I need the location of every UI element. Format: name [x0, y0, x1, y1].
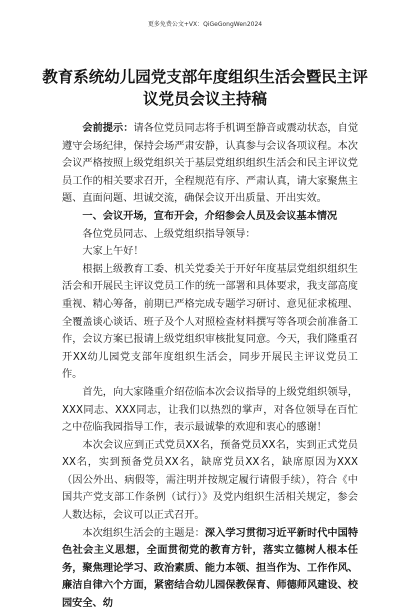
note-text: 请各位党员同志将手机调至静音或震动状态，自觉遵守会场纪律，保持会场严肃安静，认真参与会议各项议程。本次会议严格按照上级党组织关于基层党组织组织生活会和民主评议党员工作的相关要求召开，全程规范有序、严肃认真，请大家聚焦主题、直面问题、坦诚交流，确保会议开出质量、开出实效。 [62, 123, 359, 205]
paragraph-4-theme: 深入学习贯彻习近平新时代中国特色社会主义思想，全面贯彻党的教育方针，落实立德树人根本任务，聚焦理论学习、政治素质、能力本领、担当作为、工作作风、廉洁自律六个方面，紧密结合幼儿园保教保育、师德师风建设、校园安全、幼 [62, 527, 359, 610]
document-body [62, 120, 358, 613]
paragraph-4 [62, 525, 358, 613]
paragraph-1: 根据上级教育工委、机关党委关于开好年度基层党组织组织生活会和开展民主评议党员工作的统一部署和具体要求，我支部高度重视、精心筹备，前期已严格完成专题学习研讨、意见征求梳理、全覆盖谈心谈话、班子及个人对照检查材料撰写等各项会前准备工作，会议方案已报请上级党组织审核批复同意。今天，我们隆重召开XX幼儿园党支部年度组织生活会，同步开展民主评议党员工作。 [62, 263, 358, 381]
document-title: 教育系统幼儿园党支部年度组织生活会暨民主评议党员会议主持稿 [42, 68, 368, 108]
page-header: 更多免费公文+VX：QiGeGongWen2024 [147, 21, 263, 28]
greeting-line-1: 各位党员同志、上级党组织指导领导： [82, 228, 256, 240]
paragraph-3: 本次会议应到正式党员XX名，预备党员XX名，实到正式党员XX名，实到预备党员XX名，缺席党员XX名，缺席原因为XXX（因公外出、病假等，需注明并按规定履行请假手续），符合《中国共产党支部工作条例（试行）》及党内组织生活相关规定，参会人数达标，会议可以正式召开。 [62, 439, 358, 522]
pre-meeting-note [62, 120, 358, 208]
section-heading-1: 一、会议开场，宣布开会，介绍参会人员及会议基本情况 [82, 210, 338, 222]
paragraph-4-lead: 本次组织生活会的主题是： [82, 527, 205, 539]
note-label: 会前提示： [82, 123, 134, 134]
paragraph-2: 首先，向大家隆重介绍莅临本次会议指导的上级党组织领导，XXX同志、XXX同志，让我们以热烈的掌声，对各位领导在百忙之中莅临我园指导工作，表示最诚挚的欢迎和衷心的感谢！ [62, 386, 358, 434]
greeting-line-2: 大家上午好！ [82, 246, 144, 258]
